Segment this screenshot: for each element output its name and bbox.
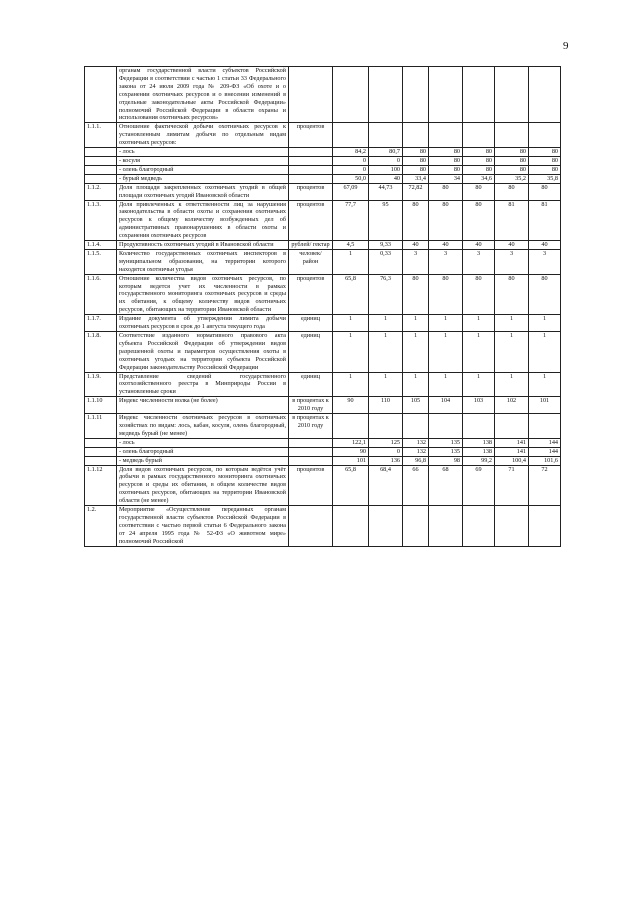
value-cell bbox=[429, 414, 463, 439]
value-cell: 100,4 bbox=[495, 456, 529, 465]
value-cell: 80 bbox=[429, 274, 463, 315]
value-cell: 80 bbox=[403, 165, 429, 174]
indicator-description: Доля площади закрепленных охотничьих угодий в общей площади охотничьих угодий Ивановской области bbox=[117, 183, 289, 200]
value-cell bbox=[369, 67, 403, 123]
value-cell: 71 bbox=[495, 465, 529, 506]
indicator-description: Представление сведений государственного охотхозяйственного реестра в Минприроды России в установленные сроки bbox=[117, 372, 289, 397]
value-cell: 1 bbox=[333, 315, 369, 332]
value-cell: 1 bbox=[495, 332, 529, 373]
table-row bbox=[85, 156, 561, 165]
value-cell: 50,0 bbox=[333, 174, 369, 183]
unit-of-measure bbox=[289, 447, 333, 456]
indicator-description: Индекс численности охотничьих ресурсов в охотничьих хозяйствах по видам: лось, кабан, косуля, олень благородный, медведь бурый (не менее) bbox=[117, 414, 289, 439]
value-cell bbox=[369, 506, 403, 547]
value-cell: 0 bbox=[369, 156, 403, 165]
value-cell: 1 bbox=[403, 332, 429, 373]
value-cell: 35,8 bbox=[529, 174, 561, 183]
unit-of-measure: в процентах к 2010 году bbox=[289, 414, 333, 439]
table-row bbox=[85, 274, 561, 315]
row-number bbox=[85, 438, 117, 447]
value-cell: 136 bbox=[369, 456, 403, 465]
unit-of-measure: единиц bbox=[289, 315, 333, 332]
row-number: 1.1.7. bbox=[85, 315, 117, 332]
value-cell bbox=[529, 414, 561, 439]
value-cell: 1 bbox=[463, 372, 495, 397]
value-cell: 0 bbox=[333, 156, 369, 165]
value-cell: 80 bbox=[529, 183, 561, 200]
value-cell: 3 bbox=[429, 249, 463, 274]
table-row bbox=[85, 148, 561, 157]
value-cell bbox=[403, 414, 429, 439]
value-cell: 132 bbox=[403, 447, 429, 456]
value-cell: 138 bbox=[463, 438, 495, 447]
value-cell bbox=[529, 506, 561, 547]
value-cell: 9,33 bbox=[369, 241, 403, 250]
value-cell: 80 bbox=[463, 183, 495, 200]
unit-of-measure bbox=[289, 148, 333, 157]
value-cell: 80 bbox=[529, 156, 561, 165]
value-cell: 84,2 bbox=[333, 148, 369, 157]
row-number bbox=[85, 174, 117, 183]
value-cell: 80 bbox=[463, 156, 495, 165]
value-cell: 44,73 bbox=[369, 183, 403, 200]
table-row bbox=[85, 123, 561, 148]
unit-of-measure bbox=[289, 174, 333, 183]
indicator-description: Продуктивность охотничьих угодий в Ивановской области bbox=[117, 241, 289, 250]
value-cell: 3 bbox=[403, 249, 429, 274]
value-cell: 90 bbox=[333, 397, 369, 414]
value-cell: 1 bbox=[429, 315, 463, 332]
row-number: 1.1.3. bbox=[85, 200, 117, 241]
value-cell: 3 bbox=[529, 249, 561, 274]
indicator-description: Отношение фактической добычи охотничьих ресурсов к установленным лимитам добычи по отдельным видам охотничьих ресурсов: bbox=[117, 123, 289, 148]
table-row bbox=[85, 506, 561, 547]
value-cell: 80 bbox=[495, 156, 529, 165]
value-cell bbox=[495, 414, 529, 439]
value-cell bbox=[495, 506, 529, 547]
value-cell: 1 bbox=[403, 315, 429, 332]
unit-of-measure bbox=[289, 67, 333, 123]
value-cell bbox=[403, 67, 429, 123]
indicator-description: - медведь бурый bbox=[117, 456, 289, 465]
value-cell: 34,6 bbox=[463, 174, 495, 183]
table-row bbox=[85, 174, 561, 183]
row-number bbox=[85, 148, 117, 157]
value-cell: 35,2 bbox=[495, 174, 529, 183]
table-row bbox=[85, 200, 561, 241]
value-cell bbox=[429, 123, 463, 148]
indicator-description: - лось bbox=[117, 148, 289, 157]
row-number: 1.1.12 bbox=[85, 465, 117, 506]
value-cell: 80 bbox=[403, 274, 429, 315]
unit-of-measure: процентов bbox=[289, 274, 333, 315]
value-cell: 4,5 bbox=[333, 241, 369, 250]
value-cell: 80 bbox=[463, 274, 495, 315]
value-cell: 1 bbox=[495, 315, 529, 332]
table-row bbox=[85, 438, 561, 447]
table-row bbox=[85, 414, 561, 439]
value-cell bbox=[463, 67, 495, 123]
value-cell: 81 bbox=[529, 200, 561, 241]
table-row bbox=[85, 315, 561, 332]
unit-of-measure bbox=[289, 438, 333, 447]
row-number: 1.1.11 bbox=[85, 414, 117, 439]
value-cell: 33,4 bbox=[403, 174, 429, 183]
indicator-description: Соответствие изданного нормативного правового акта субъекта Российской Федерации об утверждении видов разрешенной охоты и параметров осуществления охоты в охотничьих угодьях на территории субъекта Российской Федерации законодательству Российской Федерации bbox=[117, 332, 289, 373]
value-cell: 1 bbox=[495, 372, 529, 397]
value-cell: 80 bbox=[429, 148, 463, 157]
value-cell bbox=[463, 123, 495, 148]
value-cell: 72,82 bbox=[403, 183, 429, 200]
indicator-description: - лось bbox=[117, 438, 289, 447]
indicator-description: органам государственной власти субъектов Российской Федерации в соответствии с частью 1 статьи 33 Федерального закона от 24 июля 2009 года № 209-ФЗ «Об охоте и о сохранении охотничьих ресурсов и о внесении изменений в отдельные законодательные акты Российской Федерации» полномочий Российской Федерации в области охраны и использования охотничьих ресурсов» bbox=[117, 67, 289, 123]
value-cell: 1 bbox=[333, 372, 369, 397]
value-cell bbox=[333, 123, 369, 148]
table-row bbox=[85, 372, 561, 397]
value-cell: 101,6 bbox=[529, 456, 561, 465]
unit-of-measure bbox=[289, 506, 333, 547]
value-cell: 80 bbox=[495, 148, 529, 157]
value-cell: 135 bbox=[429, 447, 463, 456]
row-number: 1.2. bbox=[85, 506, 117, 547]
row-number: 1.1.4. bbox=[85, 241, 117, 250]
indicator-description: - олень благородный bbox=[117, 447, 289, 456]
value-cell: 66 bbox=[403, 465, 429, 506]
value-cell: 80 bbox=[403, 200, 429, 241]
value-cell: 80 bbox=[529, 148, 561, 157]
value-cell bbox=[333, 414, 369, 439]
table-row bbox=[85, 456, 561, 465]
unit-of-measure: процентов bbox=[289, 123, 333, 148]
row-number: 1.1.8. bbox=[85, 332, 117, 373]
value-cell: 80 bbox=[429, 165, 463, 174]
value-cell: 80,7 bbox=[369, 148, 403, 157]
row-number: 1.1.1. bbox=[85, 123, 117, 148]
value-cell: 80 bbox=[495, 183, 529, 200]
value-cell: 101 bbox=[529, 397, 561, 414]
value-cell: 102 bbox=[495, 397, 529, 414]
value-cell: 144 bbox=[529, 447, 561, 456]
value-cell: 1 bbox=[333, 332, 369, 373]
value-cell: 80 bbox=[429, 183, 463, 200]
value-cell bbox=[429, 67, 463, 123]
value-cell: 95 bbox=[369, 200, 403, 241]
indicator-description: Издание документа об утверждении лимита добычи охотничьих ресурсов в срок до 1 августа текущего года bbox=[117, 315, 289, 332]
unit-of-measure bbox=[289, 165, 333, 174]
value-cell: 141 bbox=[495, 447, 529, 456]
value-cell: 80 bbox=[463, 200, 495, 241]
value-cell: 81 bbox=[495, 200, 529, 241]
value-cell bbox=[495, 67, 529, 123]
unit-of-measure: единиц bbox=[289, 372, 333, 397]
value-cell: 90 bbox=[333, 447, 369, 456]
table-row bbox=[85, 332, 561, 373]
value-cell: 67,09 bbox=[333, 183, 369, 200]
value-cell: 80 bbox=[463, 165, 495, 174]
row-number bbox=[85, 447, 117, 456]
value-cell: 1 bbox=[463, 332, 495, 373]
indicator-description: Количество государственных охотничьих инспекторов в муниципальном образовании, на территории которого находятся охотничьи угодья bbox=[117, 249, 289, 274]
table-row bbox=[85, 183, 561, 200]
value-cell: 80 bbox=[403, 148, 429, 157]
value-cell: 132 bbox=[403, 438, 429, 447]
value-cell: 40 bbox=[529, 241, 561, 250]
value-cell: 80 bbox=[463, 148, 495, 157]
value-cell: 135 bbox=[429, 438, 463, 447]
value-cell: 0 bbox=[333, 165, 369, 174]
value-cell: 65,8 bbox=[333, 465, 369, 506]
indicator-description: Отношение количества видов охотничьих ресурсов, по которым ведется учет их численности в рамках государственного мониторинга охотничьих ресурсов и среды их обитания, к общему количеству видов охотничьих ресурсов, обитающих на территории Ивановской области bbox=[117, 274, 289, 315]
value-cell: 1 bbox=[403, 372, 429, 397]
value-cell: 68 bbox=[429, 465, 463, 506]
row-number: 1.1.6. bbox=[85, 274, 117, 315]
indicator-description: Мероприятие «Осуществление переданных органам государственной власти субъектов Российской Федерации в соответствии с частью первой статьи 6 Федерального закона от 24 апреля 1995 года № 52-ФЗ «О животном мире» полномочий Российской bbox=[117, 506, 289, 547]
value-cell: 1 bbox=[529, 332, 561, 373]
value-cell bbox=[403, 506, 429, 547]
value-cell: 65,8 bbox=[333, 274, 369, 315]
value-cell: 104 bbox=[429, 397, 463, 414]
row-number: 1.1.2. bbox=[85, 183, 117, 200]
value-cell bbox=[529, 67, 561, 123]
value-cell: 3 bbox=[463, 249, 495, 274]
table-row bbox=[85, 447, 561, 456]
value-cell: 1 bbox=[369, 372, 403, 397]
indicators-table bbox=[84, 66, 561, 547]
value-cell bbox=[529, 123, 561, 148]
value-cell: 76,3 bbox=[369, 274, 403, 315]
row-number bbox=[85, 156, 117, 165]
table-row bbox=[85, 165, 561, 174]
value-cell: 125 bbox=[369, 438, 403, 447]
unit-of-measure: процентов bbox=[289, 465, 333, 506]
unit-of-measure: человек/ район bbox=[289, 249, 333, 274]
value-cell: 138 bbox=[463, 447, 495, 456]
value-cell bbox=[369, 414, 403, 439]
value-cell: 1 bbox=[463, 315, 495, 332]
table-row bbox=[85, 397, 561, 414]
value-cell: 34 bbox=[429, 174, 463, 183]
value-cell bbox=[369, 123, 403, 148]
row-number bbox=[85, 165, 117, 174]
value-cell: 80 bbox=[529, 165, 561, 174]
value-cell bbox=[429, 506, 463, 547]
value-cell bbox=[403, 123, 429, 148]
value-cell: 1 bbox=[369, 315, 403, 332]
value-cell: 80 bbox=[529, 274, 561, 315]
value-cell: 40 bbox=[403, 241, 429, 250]
value-cell: 40 bbox=[463, 241, 495, 250]
unit-of-measure: процентов bbox=[289, 200, 333, 241]
value-cell: 80 bbox=[429, 156, 463, 165]
indicator-description: - бурый медведь bbox=[117, 174, 289, 183]
value-cell bbox=[463, 506, 495, 547]
indicator-description: Доля видов охотничьих ресурсов, по которым ведётся учёт добычи в рамках государственного мониторинга охотничьих ресурсов и среды их обитания, в общем количестве видов охотничьих ресурсов, обитающих на территории Ивановской области (не менее) bbox=[117, 465, 289, 506]
unit-of-measure: единиц bbox=[289, 332, 333, 373]
value-cell: 1 bbox=[333, 249, 369, 274]
value-cell: 1 bbox=[369, 332, 403, 373]
value-cell: 80 bbox=[495, 274, 529, 315]
value-cell: 1 bbox=[429, 372, 463, 397]
unit-of-measure bbox=[289, 156, 333, 165]
unit-of-measure: процентов bbox=[289, 183, 333, 200]
value-cell: 40 bbox=[369, 174, 403, 183]
value-cell: 99,2 bbox=[463, 456, 495, 465]
value-cell: 103 bbox=[463, 397, 495, 414]
unit-of-measure: в процентах к 2010 году bbox=[289, 397, 333, 414]
unit-of-measure bbox=[289, 456, 333, 465]
row-number bbox=[85, 456, 117, 465]
table-row bbox=[85, 465, 561, 506]
value-cell: 77,7 bbox=[333, 200, 369, 241]
value-cell bbox=[463, 414, 495, 439]
row-number bbox=[85, 67, 117, 123]
value-cell: 80 bbox=[429, 200, 463, 241]
value-cell: 3 bbox=[495, 249, 529, 274]
value-cell: 1 bbox=[529, 372, 561, 397]
value-cell: 105 bbox=[403, 397, 429, 414]
value-cell: 1 bbox=[529, 315, 561, 332]
value-cell: 100 bbox=[369, 165, 403, 174]
indicator-description: - косуля bbox=[117, 156, 289, 165]
indicator-description: Доля привлеченных к ответственности лиц за нарушения законодательства в области охоты и сохранения охотничьих ресурсов к общему количеству возбужденных дел об административных правонарушениях в области охоты и сохранения охотничьих ресурсов bbox=[117, 200, 289, 241]
value-cell: 69 bbox=[463, 465, 495, 506]
row-number: 1.1.9. bbox=[85, 372, 117, 397]
value-cell: 0,33 bbox=[369, 249, 403, 274]
value-cell: 80 bbox=[495, 165, 529, 174]
value-cell bbox=[333, 67, 369, 123]
unit-of-measure: рублей/ гектар bbox=[289, 241, 333, 250]
table-row bbox=[85, 241, 561, 250]
table-row bbox=[85, 67, 561, 123]
value-cell: 0 bbox=[369, 447, 403, 456]
indicator-description: Индекс численности волка (не более) bbox=[117, 397, 289, 414]
value-cell: 72 bbox=[529, 465, 561, 506]
page-number: 9 bbox=[563, 40, 569, 52]
value-cell: 98 bbox=[429, 456, 463, 465]
row-number: 1.1.10 bbox=[85, 397, 117, 414]
value-cell: 144 bbox=[529, 438, 561, 447]
value-cell: 141 bbox=[495, 438, 529, 447]
value-cell: 80 bbox=[403, 156, 429, 165]
value-cell: 101 bbox=[333, 456, 369, 465]
value-cell: 40 bbox=[429, 241, 463, 250]
value-cell: 110 bbox=[369, 397, 403, 414]
indicator-description: - олень благородный bbox=[117, 165, 289, 174]
value-cell bbox=[495, 123, 529, 148]
value-cell: 68,4 bbox=[369, 465, 403, 506]
value-cell: 1 bbox=[429, 332, 463, 373]
value-cell: 40 bbox=[495, 241, 529, 250]
value-cell: 96,8 bbox=[403, 456, 429, 465]
table-row bbox=[85, 249, 561, 274]
value-cell bbox=[333, 506, 369, 547]
value-cell: 122,1 bbox=[333, 438, 369, 447]
row-number: 1.1.5. bbox=[85, 249, 117, 274]
